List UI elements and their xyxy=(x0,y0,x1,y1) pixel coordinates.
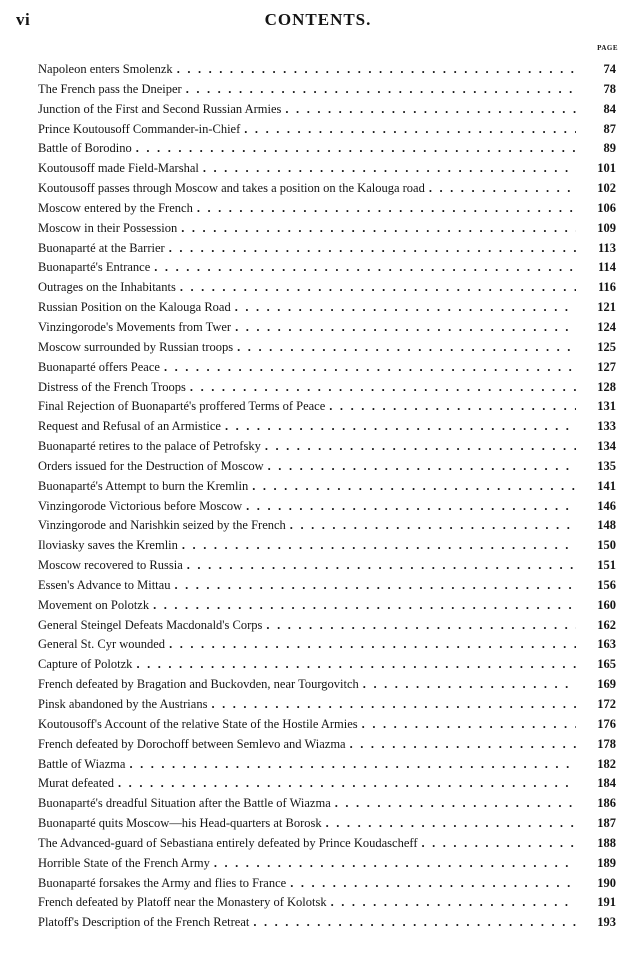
entry-title: Moscow in their Possession xyxy=(38,220,178,235)
toc-entry xyxy=(38,80,616,100)
toc-entry xyxy=(38,854,616,874)
dot-leader xyxy=(225,417,576,437)
dot-leader xyxy=(136,139,576,159)
dot-leader xyxy=(153,596,576,616)
entry-title: Buonaparté retires to the palace of Petrofsky xyxy=(38,439,261,454)
entry-title: Moscow entered by the French xyxy=(38,200,193,215)
entry-page-number: 128 xyxy=(597,379,616,394)
dot-leader xyxy=(266,616,576,636)
entry-page-number: 163 xyxy=(597,637,616,652)
dot-leader xyxy=(180,278,576,298)
toc-entry xyxy=(38,635,616,655)
entry-title: Battle of Borodino xyxy=(38,141,132,156)
dot-leader xyxy=(169,239,576,259)
entry-page-number: 84 xyxy=(603,101,616,116)
entry-title: Koutousoff passes through Moscow and takes a position on the Kalouga road xyxy=(38,181,425,196)
entry-page-number: 150 xyxy=(597,538,616,553)
dot-leader xyxy=(363,675,576,695)
toc-entry xyxy=(38,219,616,239)
dot-leader xyxy=(265,437,576,457)
entry-title: Horrible State of the French Army xyxy=(38,855,210,870)
table-of-contents xyxy=(38,60,616,933)
entry-title: Napoleon enters Smolenzk xyxy=(38,62,173,76)
entry-page-number: 178 xyxy=(597,736,616,751)
entry-page-number: 148 xyxy=(597,518,616,533)
toc-entry xyxy=(38,100,616,120)
entry-title: Battle of Wiazma xyxy=(38,756,126,771)
entry-page-number: 127 xyxy=(597,359,616,374)
dot-leader xyxy=(335,794,576,814)
entry-page-number: 89 xyxy=(603,141,616,156)
dot-leader xyxy=(285,100,576,120)
dot-leader xyxy=(129,755,576,775)
entry-page-number: 169 xyxy=(597,677,616,692)
entry-page-number: 165 xyxy=(597,657,616,672)
dot-leader xyxy=(186,80,576,100)
toc-entry xyxy=(38,298,616,318)
entry-page-number: 102 xyxy=(597,181,616,196)
entry-title: Buonaparté offers Peace xyxy=(38,359,160,374)
dot-leader xyxy=(252,477,576,497)
entry-title: French defeated by Platoff near the Monastery of Kolotsk xyxy=(38,895,327,910)
entry-page-number: 191 xyxy=(597,895,616,910)
entry-page-number: 131 xyxy=(597,399,616,414)
dot-leader xyxy=(190,378,576,398)
dot-leader xyxy=(421,834,576,854)
entry-title: Junction of the First and Second Russian Armies xyxy=(38,101,282,116)
toc-entry xyxy=(38,695,616,715)
entry-page-number: 106 xyxy=(597,200,616,215)
dot-leader xyxy=(244,120,576,140)
dot-leader xyxy=(181,219,576,239)
toc-entry xyxy=(38,675,616,695)
toc-entry xyxy=(38,139,616,159)
toc-entry xyxy=(38,239,616,259)
toc-entry xyxy=(38,497,616,517)
toc-entry xyxy=(38,516,616,536)
page-number: vi xyxy=(16,10,31,29)
entry-title: Movement on Polotzk xyxy=(38,597,150,612)
entry-title: Iloviasky saves the Kremlin xyxy=(38,538,178,553)
entry-title: The French pass the Dneiper xyxy=(38,81,182,96)
dot-leader xyxy=(246,497,576,517)
entry-title: Vinzingorode and Narishkin seized by the French xyxy=(38,518,286,533)
entry-title: Prince Koutousoff Commander-in-Chief xyxy=(38,121,241,136)
entry-page-number: 146 xyxy=(597,498,616,513)
entry-page-number: 87 xyxy=(603,121,616,136)
entry-title: Capture of Polotzk xyxy=(38,657,133,672)
entry-page-number: 135 xyxy=(597,458,616,473)
entry-page-number: 184 xyxy=(597,776,616,791)
entry-page-number: 116 xyxy=(597,280,616,295)
entry-page-number: 188 xyxy=(597,835,616,850)
toc-entry xyxy=(38,536,616,556)
entry-page-number: 133 xyxy=(597,419,616,434)
entry-page-number: 113 xyxy=(597,240,616,255)
toc-entry xyxy=(38,378,616,398)
dot-leader xyxy=(203,159,576,179)
dot-leader xyxy=(118,774,576,794)
entry-title: Buonaparté at the Barrier xyxy=(38,240,165,255)
entry-page-number: 190 xyxy=(597,875,616,890)
dot-leader xyxy=(197,199,576,219)
entry-title: Vinzingorode Victorious before Moscow xyxy=(38,498,243,513)
entry-page-number: 182 xyxy=(597,756,616,771)
toc-entry xyxy=(38,893,616,913)
toc-entry xyxy=(38,179,616,199)
entry-title: Buonaparté forsakes the Army and flies to France xyxy=(38,875,287,890)
dot-leader xyxy=(211,695,576,715)
entry-title: Orders issued for the Destruction of Moscow xyxy=(38,458,264,473)
toc-entry xyxy=(38,278,616,298)
dot-leader xyxy=(329,397,576,417)
entry-page-number: 101 xyxy=(597,161,616,176)
entry-title: Request and Refusal of an Armistice xyxy=(38,419,221,434)
dot-leader xyxy=(136,655,576,675)
entry-page-number: 156 xyxy=(597,577,616,592)
entry-page-number: 141 xyxy=(597,478,616,493)
toc-entry xyxy=(38,735,616,755)
toc-entry xyxy=(38,477,616,497)
entry-title: Final Rejection of Buonaparté's proffered Terms of Peace xyxy=(38,399,326,414)
toc-entry xyxy=(38,159,616,179)
dot-leader xyxy=(154,258,576,278)
toc-entry xyxy=(38,358,616,378)
entry-page-number: 160 xyxy=(597,597,616,612)
toc-entry xyxy=(38,437,616,457)
dot-leader xyxy=(362,715,576,735)
toc-entry xyxy=(38,338,616,358)
page-column-label: PAGE xyxy=(597,44,618,52)
entry-title: Vinzingorode's Movements from Twer xyxy=(38,319,232,334)
dot-leader xyxy=(290,874,576,894)
entry-page-number: 121 xyxy=(597,300,616,315)
toc-entry xyxy=(38,556,616,576)
entry-page-number: 186 xyxy=(597,796,616,811)
toc-entry xyxy=(38,755,616,775)
toc-entry xyxy=(38,834,616,854)
dot-leader xyxy=(214,854,576,874)
toc-entry xyxy=(38,774,616,794)
dot-leader xyxy=(429,179,576,199)
entry-title: French defeated by Dorochoff between Semlevo and Wiazma xyxy=(38,736,346,751)
entry-page-number: 189 xyxy=(597,855,616,870)
dot-leader xyxy=(268,457,576,477)
entry-title: The Advanced-guard of Sebastiana entirely defeated by Prince Koudascheff xyxy=(38,835,418,850)
toc-entry xyxy=(38,457,616,477)
entry-page-number: 172 xyxy=(597,697,616,711)
dot-leader xyxy=(187,556,576,576)
dot-leader xyxy=(177,60,576,80)
entry-title: Pinsk abandoned by the Austrians xyxy=(38,697,208,711)
entry-page-number: 193 xyxy=(597,915,616,930)
dot-leader xyxy=(182,536,576,556)
entry-title: Platoff's Description of the French Retreat xyxy=(38,915,250,930)
entry-title: Essen's Advance to Mittau xyxy=(38,577,171,592)
entry-title: Russian Position on the Kalouga Road xyxy=(38,300,231,315)
entry-title: Distress of the French Troops xyxy=(38,379,186,394)
entry-page-number: 109 xyxy=(597,220,616,235)
toc-entry xyxy=(38,596,616,616)
toc-entry xyxy=(38,715,616,735)
toc-entry xyxy=(38,258,616,278)
dot-leader xyxy=(169,635,576,655)
entry-page-number: 74 xyxy=(603,62,616,76)
dot-leader xyxy=(235,318,576,338)
entry-page-number: 78 xyxy=(603,81,616,96)
entry-title: Moscow surrounded by Russian troops xyxy=(38,339,234,354)
dot-leader xyxy=(290,516,576,536)
entry-page-number: 134 xyxy=(597,439,616,454)
toc-entry xyxy=(38,397,616,417)
toc-entry xyxy=(38,913,616,933)
entry-title: General Steingel Defeats Macdonald's Corps xyxy=(38,617,263,632)
dot-leader xyxy=(237,338,576,358)
dot-leader xyxy=(350,735,576,755)
dot-leader xyxy=(326,814,576,834)
dot-leader xyxy=(235,298,576,318)
entry-title: Buonaparté's Attempt to burn the Kremlin xyxy=(38,478,249,493)
toc-entry xyxy=(38,655,616,675)
entry-page-number: 151 xyxy=(597,558,616,573)
dot-leader xyxy=(164,358,576,378)
entry-title: Moscow recovered to Russia xyxy=(38,558,183,573)
entry-page-number: 125 xyxy=(597,339,616,354)
toc-entry xyxy=(38,417,616,437)
entry-title: Buonaparté's Entrance xyxy=(38,260,151,275)
entry-title: Murat defeated xyxy=(38,776,115,791)
entry-title: Buonaparté quits Moscow—his Head-quarters at Borosk xyxy=(38,816,322,831)
dot-leader xyxy=(331,893,576,913)
entry-title: Koutousoff made Field-Marshal xyxy=(38,161,199,176)
entry-title: French defeated by Bragation and Buckovden, near Tourgovitch xyxy=(38,677,359,692)
entry-page-number: 124 xyxy=(597,319,616,334)
toc-entry xyxy=(38,616,616,636)
toc-entry xyxy=(38,199,616,219)
entry-title: Outrages on the Inhabitants xyxy=(38,280,176,295)
toc-entry xyxy=(38,120,616,140)
toc-entry xyxy=(38,318,616,338)
page-title: CONTENTS. xyxy=(264,10,372,29)
entry-page-number: 162 xyxy=(597,617,616,632)
toc-entry xyxy=(38,60,616,80)
dot-leader xyxy=(174,576,576,596)
dot-leader xyxy=(253,913,576,933)
toc-entry xyxy=(38,576,616,596)
toc-entry xyxy=(38,814,616,834)
entry-title: Koutousoff's Account of the relative State of the Hostile Armies xyxy=(38,716,358,731)
entry-page-number: 114 xyxy=(597,260,616,275)
entry-title: General St. Cyr wounded xyxy=(38,637,166,652)
toc-entry xyxy=(38,874,616,894)
entry-title: Buonaparté's dreadful Situation after the Battle of Wiazma xyxy=(38,796,331,811)
entry-page-number: 187 xyxy=(597,816,616,831)
entry-page-number: 176 xyxy=(597,716,616,731)
toc-entry xyxy=(38,794,616,814)
